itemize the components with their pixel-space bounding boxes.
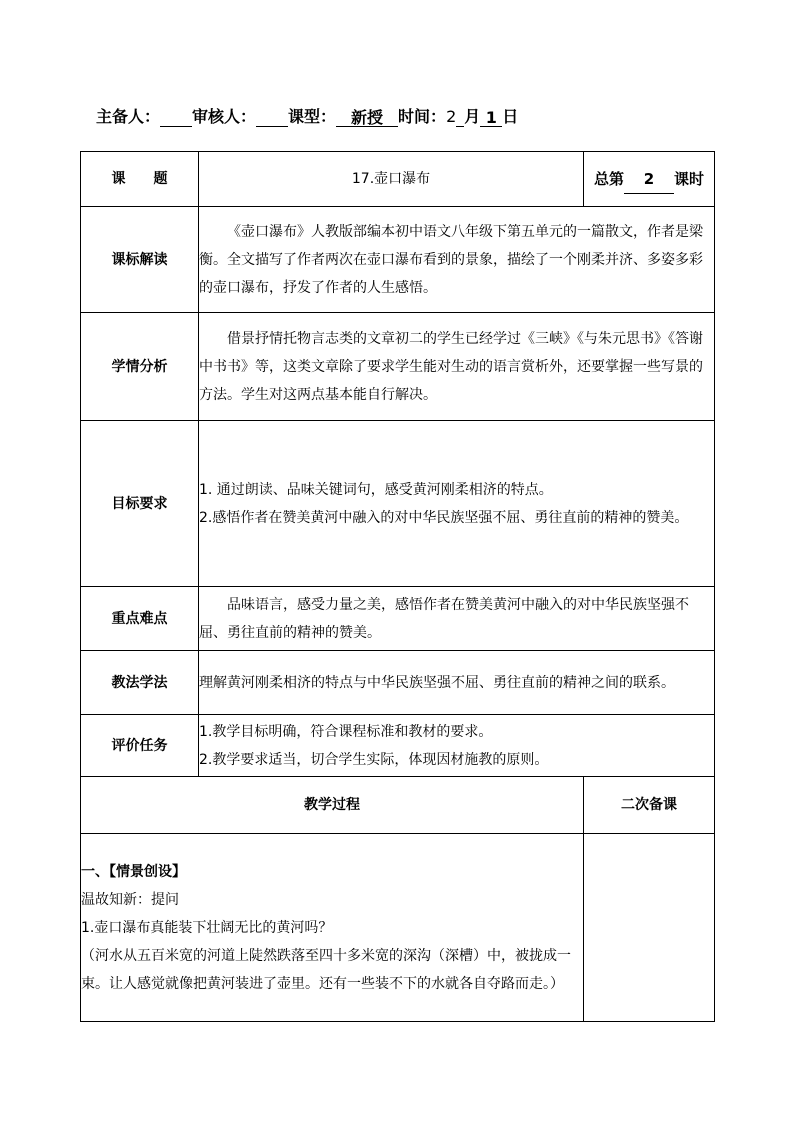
month-label: 月 [464, 107, 481, 126]
key-points-row [81, 587, 715, 651]
key-points-text: 品味语言，感受力量之美，感悟作者在赞美黄河中融入的对中华民族坚强不屈、勇往直前的精神的赞美。 [199, 596, 689, 641]
evaluation-row [81, 715, 715, 777]
objectives-row [81, 421, 715, 587]
lesson-plan-table [80, 151, 715, 1022]
second-prep-cell[interactable] [584, 834, 715, 1022]
second-prep-header: 二次备课 [584, 777, 715, 834]
total-value[interactable]: 2 [624, 165, 674, 194]
day-label: 日 [502, 107, 519, 126]
evaluation-label: 评价任务 [81, 715, 199, 777]
objective-item: 2.感悟作者在赞美黄河中融入的对中华民族坚强不屈、勇往直前的精神的赞美。 [199, 509, 689, 526]
process-content [81, 834, 584, 1022]
day-field[interactable]: 1 [480, 109, 502, 127]
total-suffix: 课时 [674, 169, 705, 188]
methods-text: 理解黄河刚柔相济的特点与中华民族坚强不屈、勇往直前的精神之间的联系。 [199, 674, 675, 691]
learner-row [81, 313, 715, 421]
topic-row [81, 152, 715, 207]
reviewer-label: 审核人： [192, 107, 257, 126]
learner-label: 学情分析 [81, 313, 199, 421]
total-prefix: 总第 [594, 169, 625, 188]
methods-content [199, 651, 715, 715]
objectives-label: 目标要求 [81, 421, 199, 587]
methods-label: 教法学法 [81, 651, 199, 715]
process-section-title: 一、【情景创设】 [81, 863, 186, 880]
methods-row [81, 651, 715, 715]
key-points-content [199, 587, 715, 651]
standards-text: 《壶口瀑布》人教版部编本初中语文八年级下第五单元的一篇散文，作者是梁衡。全文描写了作者两次在壶口瀑布看到的景象，描绘了一个刚柔并济、多姿多彩的壶口瀑布，抒发了作者的人生感悟。 [199, 223, 703, 296]
standards-content [199, 207, 715, 313]
key-points-label: 重点难点 [81, 587, 199, 651]
objective-item: 1. 通过朗读、品味关键词句，感受黄河刚柔相济的特点。 [199, 481, 553, 498]
total-lessons [584, 152, 715, 207]
month-field[interactable]: 2 [446, 107, 457, 126]
reviewer-field[interactable] [256, 109, 288, 127]
process-header: 教学过程 [81, 777, 584, 834]
process-intro: 温故知新：提问 [81, 891, 179, 908]
process-question: 1.壶口瀑布真能装下壮阔无比的黄河吗？ [81, 919, 333, 936]
type-label: 课型： [288, 107, 337, 126]
type-field[interactable]: 新授 [336, 109, 398, 127]
topic-label: 课 题 [81, 152, 199, 207]
preparer-field[interactable] [160, 109, 192, 127]
topic-value: 17.壶口瀑布 [199, 152, 584, 207]
evaluation-item: 2.教学要求适当，切合学生实际，体现因材施教的原则。 [199, 751, 549, 768]
learner-text: 借景抒情托物言志类的文章初二的学生已经学过《三峡》《与朱元思书》《答谢中书书》等，这类文章除了要求学生能对生动的语言赏析外，还要掌握一些写景的方法。学生对这两点基本能自行解决。 [199, 330, 703, 403]
evaluation-item: 1.教学目标明确，符合课程标准和教材的要求。 [199, 723, 493, 740]
lesson-plan-header [96, 104, 518, 127]
standards-row [81, 207, 715, 313]
standards-label: 课标解读 [81, 207, 199, 313]
preparer-label: 主备人： [96, 107, 161, 126]
time-label: 时间： [398, 107, 447, 126]
process-row [81, 834, 715, 1022]
objectives-content [199, 421, 715, 587]
evaluation-content [199, 715, 715, 777]
process-header-row [81, 777, 715, 834]
process-answer: （河水从五百米宽的河道上陡然跌落至四十多米宽的深沟（深槽）中，被拢成一束。让人感觉就像把黄河装进了壶里。还有一些装不下的水就各自夺路而走。） [81, 947, 571, 992]
learner-content [199, 313, 715, 421]
